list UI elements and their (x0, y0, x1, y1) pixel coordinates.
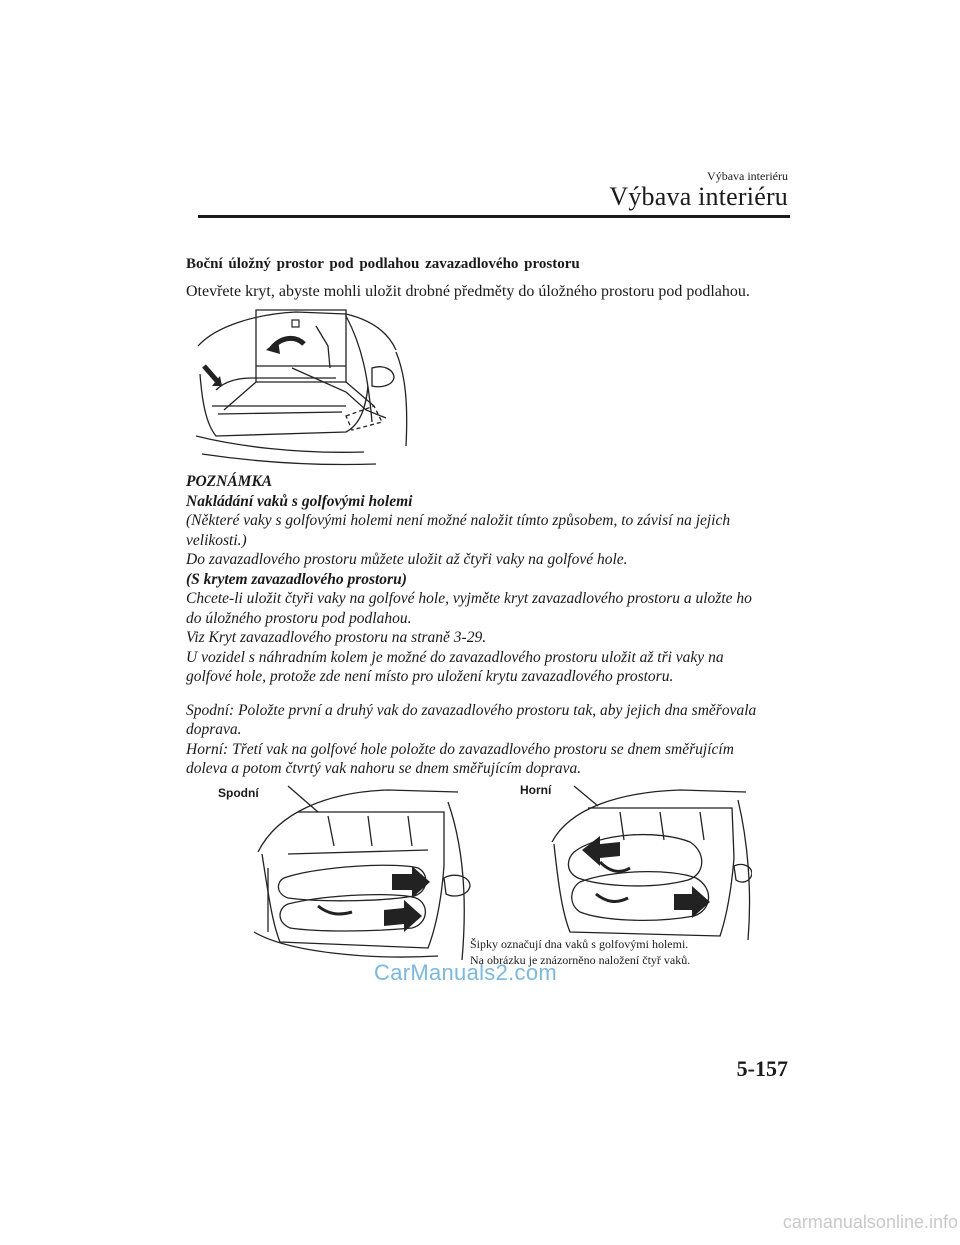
note-block (186, 472, 796, 779)
note-heading: POZNÁMKA (186, 473, 273, 490)
note-cover-heading: (S krytem zavazadlového prostoru) (186, 570, 407, 588)
intro-paragraph: Otevřete kryt, abyste mohli uložit drobné předměty do úložného prostoru pod podlahou. (186, 283, 750, 300)
note-line: do úložného prostoru pod podlahou. (186, 609, 412, 627)
running-header-title: Výbava interiéru (609, 182, 788, 211)
underfloor-storage-illustration (196, 306, 410, 468)
footer-watermark: carmanualsonline.info (782, 1212, 958, 1232)
running-header-small: Výbava interiéru (707, 169, 788, 183)
note-line: doprava. (186, 721, 242, 738)
label-lower: Spodní (218, 786, 259, 800)
header-rule (198, 215, 790, 218)
note-line: Do zavazadlového prostoru můžete uložit až čtyři vaky na golfové hole. (186, 551, 628, 568)
note-line: U vozidel s náhradním kolem je možné do zavazadlového prostoru uložit až tři vaky na (186, 648, 724, 666)
note-line: (Některé vaky s golfovými holemi není možné naložit tímto způsobem, to závisí na jejich (186, 512, 731, 529)
paragraph-gap (186, 687, 796, 701)
golf-bags-upper-illustration (470, 782, 752, 942)
note-line: golfové hole, protože zde není místo pro uložení krytu zavazadlového prostoru. (186, 668, 674, 685)
label-upper: Horní (520, 783, 552, 797)
note-subheading: Nakládání vaků s golfovými holemi (186, 492, 413, 510)
note-line: velikosti.) (186, 531, 247, 549)
note-line: doleva a potom čtvrtý vak nahoru se dnem směřujícím doprava. (186, 760, 582, 777)
note-line: Spodní: Položte první a druhý vak do zavazadlového prostoru tak, aby jejich dna směřovala (186, 701, 757, 719)
caption-line: Šipky označují dna vaků s golfovými holemi. (470, 937, 689, 951)
watermark: CarManuals2.com (374, 960, 558, 985)
note-line: Horní: Třetí vak na golfové hole položte do zavazadlového prostoru se dnem směřujícím (186, 740, 734, 758)
golf-bags-lower-illustration (248, 782, 474, 964)
note-line: Viz Kryt zavazadlového prostoru na straně 3-29. (186, 629, 487, 646)
caption-line: Na obrázku je znázorněno naložení čtyř vaků. (470, 953, 691, 967)
section-title: Boční úložný prostor pod podlahou zavazadlového prostoru (186, 256, 580, 272)
page-number: 5-157 (736, 1056, 788, 1081)
note-line: Chcete-li uložit čtyři vaky na golfové hole, vyjměte kryt zavazadlového prostoru a uložte ho (186, 590, 752, 607)
